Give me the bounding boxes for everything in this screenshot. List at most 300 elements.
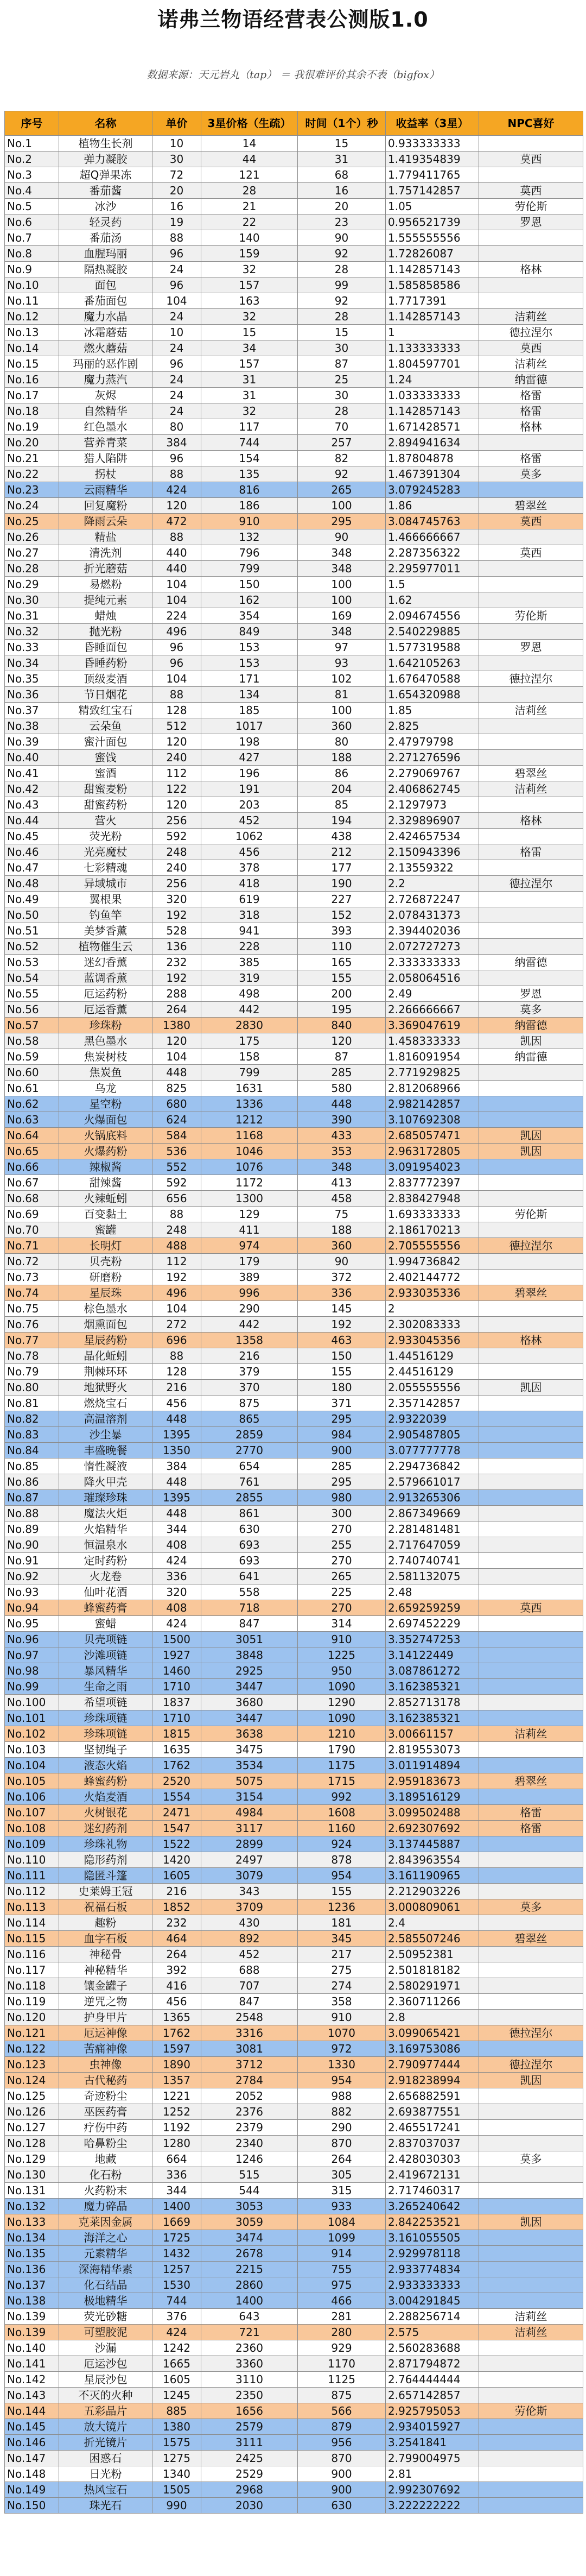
table-row[interactable] <box>5 1002 583 1018</box>
cell-id: No.78 <box>5 1348 59 1364</box>
cell-3star-price: 319 <box>201 970 298 986</box>
table-row[interactable] <box>5 183 583 199</box>
cell-time: 28 <box>298 262 386 277</box>
table-row[interactable] <box>5 1742 583 1758</box>
cell-id: No.147 <box>5 2451 59 2466</box>
table-row[interactable] <box>5 1663 583 1679</box>
cell-3star-price: 1631 <box>201 1081 298 1096</box>
table-row[interactable] <box>5 1836 583 1852</box>
cell-yield: 2.13559322 <box>386 860 479 876</box>
table-row[interactable] <box>5 2041 583 2057</box>
cell-npc <box>479 923 583 939</box>
table-row[interactable] <box>5 750 583 766</box>
table-row[interactable] <box>5 2073 583 2088</box>
table-row[interactable] <box>5 1647 583 1663</box>
cell-yield: 2.693877551 <box>386 2104 479 2120</box>
table-row[interactable] <box>5 2214 583 2230</box>
table-row[interactable] <box>5 1380 583 1396</box>
table-row[interactable] <box>5 1726 583 1742</box>
table-row[interactable] <box>5 2104 583 2120</box>
cell-3star-price: 2340 <box>201 2136 298 2151</box>
table-row[interactable] <box>5 2451 583 2466</box>
cell-3star-price: 974 <box>201 1238 298 1254</box>
table-row[interactable] <box>5 2372 583 2388</box>
table-row[interactable] <box>5 1584 583 1600</box>
cell-time: 1330 <box>298 2057 386 2073</box>
table-row[interactable] <box>5 1112 583 1128</box>
table-row[interactable] <box>5 1805 583 1821</box>
cell-npc <box>479 1884 583 1899</box>
table-row[interactable] <box>5 718 583 734</box>
cell-3star-price: 163 <box>201 293 298 309</box>
table-row[interactable] <box>5 655 583 671</box>
cell-name: 神秘骨 <box>59 1947 152 1962</box>
cell-price: 112 <box>152 766 201 781</box>
cell-npc <box>479 892 583 907</box>
cell-id: No.89 <box>5 1521 59 1537</box>
cell-yield: 1.585858586 <box>386 277 479 293</box>
cell-time: 348 <box>298 561 386 577</box>
cell-yield: 2.8 <box>386 2010 479 2025</box>
cell-yield: 3.00661157 <box>386 1726 479 1742</box>
table-row[interactable] <box>5 1443 583 1459</box>
table-row[interactable] <box>5 1600 583 1616</box>
table-row[interactable] <box>5 277 583 293</box>
table-row[interactable] <box>5 1396 583 1411</box>
cell-name: 沙滩项链 <box>59 1647 152 1663</box>
cell-name: 蜂蜜药粉 <box>59 1773 152 1789</box>
cell-3star-price: 2968 <box>201 2482 298 2498</box>
cell-npc <box>479 277 583 293</box>
table-row[interactable] <box>5 687 583 703</box>
cell-npc: 莫西 <box>479 545 583 561</box>
table-row[interactable] <box>5 1175 583 1191</box>
cell-price: 1275 <box>152 2451 201 2466</box>
cell-yield: 2.843963554 <box>386 1852 479 1868</box>
cell-yield: 2.1297973 <box>386 797 479 813</box>
cell-3star-price: 2830 <box>201 1018 298 1033</box>
cell-yield: 2.50952381 <box>386 1947 479 1962</box>
cell-yield: 2.186170213 <box>386 1222 479 1238</box>
cell-id: No.127 <box>5 2120 59 2136</box>
cell-price: 1420 <box>152 1852 201 1868</box>
table-row[interactable] <box>5 1474 583 1490</box>
table-row[interactable] <box>5 1081 583 1096</box>
cell-yield: 2.419672131 <box>386 2167 479 2183</box>
table-row[interactable] <box>5 1506 583 1521</box>
table-row[interactable] <box>5 860 583 876</box>
table-row[interactable] <box>5 2435 583 2451</box>
cell-price: 96 <box>152 655 201 671</box>
cell-3star-price: 129 <box>201 1207 298 1222</box>
cell-name: 云雨精华 <box>59 482 152 498</box>
table-row[interactable] <box>5 2388 583 2403</box>
table-row[interactable] <box>5 545 583 561</box>
cell-3star-price: 318 <box>201 907 298 923</box>
cell-yield: 3.137445887 <box>386 1836 479 1852</box>
cell-id: No.101 <box>5 1710 59 1726</box>
table-row[interactable] <box>5 2498 583 2514</box>
cell-name: 火药粉末 <box>59 2183 152 2199</box>
cell-id: No.110 <box>5 1852 59 1868</box>
col-header-3star-price[interactable]: 3星价格（生疏） <box>201 111 298 136</box>
table-row[interactable] <box>5 482 583 498</box>
cell-3star-price: 154 <box>201 451 298 466</box>
table-row[interactable] <box>5 2167 583 2183</box>
col-header-yield[interactable]: 收益率（3星） <box>386 111 479 136</box>
cell-time: 875 <box>298 2388 386 2403</box>
table-row[interactable] <box>5 230 583 246</box>
table-row[interactable] <box>5 892 583 907</box>
table-row[interactable] <box>5 1947 583 1962</box>
cell-time: 1608 <box>298 1805 386 1821</box>
cell-price: 256 <box>152 876 201 892</box>
col-header-id[interactable]: 序号 <box>5 111 59 136</box>
table-row[interactable] <box>5 1096 583 1112</box>
table-row[interactable] <box>5 2183 583 2199</box>
table-row[interactable] <box>5 2136 583 2151</box>
cell-price: 256 <box>152 813 201 829</box>
table-row[interactable] <box>5 561 583 577</box>
table-row[interactable] <box>5 1033 583 1049</box>
cell-time: 900 <box>298 2482 386 2498</box>
cell-price: 20 <box>152 183 201 199</box>
table-row[interactable] <box>5 2199 583 2214</box>
cell-yield: 2.294736842 <box>386 1459 479 1474</box>
cell-id: No.62 <box>5 1096 59 1112</box>
cell-yield: 1.62 <box>386 592 479 608</box>
table-row[interactable] <box>5 293 583 309</box>
cell-npc <box>479 1348 583 1364</box>
cell-yield: 2.2 <box>386 876 479 892</box>
cell-time: 270 <box>298 1600 386 1616</box>
table-row[interactable] <box>5 1018 583 1033</box>
table-row[interactable] <box>5 1364 583 1380</box>
table-row[interactable] <box>5 1632 583 1647</box>
table-row[interactable] <box>5 2482 583 2498</box>
table-row[interactable] <box>5 1821 583 1836</box>
cell-price: 1192 <box>152 2120 201 2136</box>
cell-name: 魔法火炬 <box>59 1506 152 1521</box>
cell-id: No.53 <box>5 955 59 970</box>
cell-3star-price: 191 <box>201 781 298 797</box>
table-row[interactable] <box>5 970 583 986</box>
table-row[interactable] <box>5 136 583 151</box>
table-row[interactable] <box>5 1884 583 1899</box>
table-row[interactable] <box>5 1616 583 1632</box>
table-row[interactable] <box>5 1144 583 1159</box>
table-row[interactable] <box>5 1191 583 1207</box>
cell-price: 1710 <box>152 1679 201 1695</box>
cell-price: 1762 <box>152 2025 201 2041</box>
table-row[interactable] <box>5 1285 583 1301</box>
cell-yield: 1.133333333 <box>386 340 479 356</box>
cell-id: No.15 <box>5 356 59 372</box>
table-row[interactable] <box>5 939 583 955</box>
cell-id: No.9 <box>5 262 59 277</box>
table-row[interactable] <box>5 2057 583 2073</box>
table-row[interactable] <box>5 2277 583 2293</box>
table-row[interactable] <box>5 1333 583 1348</box>
cell-time: 390 <box>298 1112 386 1128</box>
table-row[interactable] <box>5 1915 583 1931</box>
table-row[interactable] <box>5 1270 583 1285</box>
table-row[interactable] <box>5 876 583 892</box>
cell-npc <box>479 718 583 734</box>
cell-price: 104 <box>152 1301 201 1317</box>
col-header-npc[interactable]: NPC喜好 <box>479 111 583 136</box>
table-row[interactable] <box>5 1710 583 1726</box>
table-row[interactable] <box>5 2088 583 2104</box>
cell-time: 315 <box>298 2183 386 2199</box>
cell-npc <box>479 1270 583 1285</box>
table-row[interactable] <box>5 514 583 529</box>
table-row[interactable] <box>5 844 583 860</box>
cell-name: 液态火焰 <box>59 1758 152 1773</box>
table-row[interactable] <box>5 1411 583 1427</box>
table-row[interactable] <box>5 766 583 781</box>
cell-yield: 0.956521739 <box>386 214 479 230</box>
cell-yield: 1.642105263 <box>386 655 479 671</box>
table-row[interactable] <box>5 403 583 419</box>
table-row[interactable] <box>5 2466 583 2482</box>
table-row[interactable] <box>5 262 583 277</box>
cell-name: 厄运沙包 <box>59 2356 152 2372</box>
table-row[interactable] <box>5 1758 583 1773</box>
cell-price: 424 <box>152 1553 201 1569</box>
table-row[interactable] <box>5 1931 583 1947</box>
cell-3star-price: 31 <box>201 372 298 388</box>
table-row[interactable] <box>5 1537 583 1553</box>
table-row[interactable] <box>5 1254 583 1270</box>
cell-id: No.141 <box>5 2356 59 2372</box>
table-row[interactable] <box>5 199 583 214</box>
cell-price: 472 <box>152 514 201 529</box>
cell-id: No.138 <box>5 2293 59 2309</box>
table-row[interactable] <box>5 907 583 923</box>
table-row[interactable] <box>5 372 583 388</box>
cell-price: 1395 <box>152 1427 201 1443</box>
table-row[interactable] <box>5 309 583 325</box>
table-row[interactable] <box>5 1301 583 1317</box>
cell-time: 348 <box>298 624 386 640</box>
cell-3star-price: 32 <box>201 262 298 277</box>
table-row[interactable] <box>5 388 583 403</box>
table-row[interactable] <box>5 986 583 1002</box>
table-row[interactable] <box>5 797 583 813</box>
cell-price: 344 <box>152 2183 201 2199</box>
cell-price: 72 <box>152 167 201 183</box>
table-row[interactable] <box>5 1773 583 1789</box>
table-row[interactable] <box>5 781 583 797</box>
table-row[interactable] <box>5 1679 583 1695</box>
table-row[interactable] <box>5 167 583 183</box>
table-row[interactable] <box>5 419 583 435</box>
cell-npc <box>479 1427 583 1443</box>
cell-price: 120 <box>152 797 201 813</box>
table-row[interactable] <box>5 2025 583 2041</box>
table-body <box>5 136 583 2514</box>
table-row[interactable] <box>5 1899 583 1915</box>
cell-id: No.20 <box>5 435 59 451</box>
table-row[interactable] <box>5 466 583 482</box>
cell-id: No.10 <box>5 277 59 293</box>
table-row[interactable] <box>5 1994 583 2010</box>
cell-yield: 2.933774834 <box>386 2262 479 2277</box>
table-row[interactable] <box>5 2419 583 2435</box>
table-row[interactable] <box>5 1207 583 1222</box>
table-row[interactable] <box>5 671 583 687</box>
cell-id: No.57 <box>5 1018 59 1033</box>
table-row[interactable] <box>5 2262 583 2277</box>
table-row[interactable] <box>5 923 583 939</box>
cell-3star-price: 32 <box>201 309 298 325</box>
table-row[interactable] <box>5 1695 583 1710</box>
table-row[interactable] <box>5 2356 583 2372</box>
table-row[interactable] <box>5 2010 583 2025</box>
cell-time: 165 <box>298 955 386 970</box>
cell-price: 2471 <box>152 1805 201 1821</box>
cell-time: 90 <box>298 230 386 246</box>
table-row[interactable] <box>5 1065 583 1081</box>
cell-time: 274 <box>298 1978 386 1994</box>
table-row[interactable] <box>5 640 583 655</box>
cell-yield: 3.161055505 <box>386 2230 479 2246</box>
table-row[interactable] <box>5 1128 583 1144</box>
col-header-price[interactable]: 单价 <box>152 111 201 136</box>
cell-yield: 2.4 <box>386 1915 479 1931</box>
table-row[interactable] <box>5 1348 583 1364</box>
table-row[interactable] <box>5 2293 583 2309</box>
col-header-name[interactable]: 名称 <box>59 111 152 136</box>
table-row[interactable] <box>5 1569 583 1584</box>
cell-id: No.58 <box>5 1033 59 1049</box>
cell-name: 魔力碎晶 <box>59 2199 152 2214</box>
table-row[interactable] <box>5 813 583 829</box>
cell-price: 232 <box>152 1915 201 1931</box>
cell-3star-price: 34 <box>201 340 298 356</box>
table-row[interactable] <box>5 2230 583 2246</box>
cell-npc <box>479 1317 583 1333</box>
table-row[interactable] <box>5 498 583 514</box>
table-row[interactable] <box>5 703 583 718</box>
cell-npc: 德拉涅尔 <box>479 2057 583 2073</box>
table-row[interactable] <box>5 325 583 340</box>
table-row[interactable] <box>5 1521 583 1537</box>
cell-time: 281 <box>298 2309 386 2325</box>
cell-3star-price: 171 <box>201 671 298 687</box>
cell-price: 24 <box>152 309 201 325</box>
cell-id: No.97 <box>5 1647 59 1663</box>
table-row[interactable] <box>5 435 583 451</box>
table-row[interactable] <box>5 624 583 640</box>
table-row[interactable] <box>5 1427 583 1443</box>
table-row[interactable] <box>5 340 583 356</box>
table-row[interactable] <box>5 246 583 262</box>
table-row[interactable] <box>5 955 583 970</box>
table-row[interactable] <box>5 1317 583 1333</box>
table-row[interactable] <box>5 1962 583 1978</box>
cell-npc: 莫西 <box>479 514 583 529</box>
cell-npc <box>479 1758 583 1773</box>
cell-npc <box>479 860 583 876</box>
table-row[interactable] <box>5 1852 583 1868</box>
cell-price: 424 <box>152 482 201 498</box>
cell-yield: 3.099065421 <box>386 2025 479 2041</box>
table-row[interactable] <box>5 1978 583 1994</box>
table-row[interactable] <box>5 592 583 608</box>
table-row[interactable] <box>5 608 583 624</box>
table-row[interactable] <box>5 577 583 592</box>
table-row[interactable] <box>5 1789 583 1805</box>
table-row[interactable] <box>5 1049 583 1065</box>
table-row[interactable] <box>5 1222 583 1238</box>
table-row[interactable] <box>5 829 583 844</box>
cell-3star-price: 3117 <box>201 1821 298 1836</box>
cell-price: 448 <box>152 1065 201 1081</box>
table-row[interactable] <box>5 2151 583 2167</box>
cell-price: 1530 <box>152 2277 201 2293</box>
col-header-time[interactable]: 时间（1个）秒 <box>298 111 386 136</box>
table-row[interactable] <box>5 734 583 750</box>
table-row[interactable] <box>5 2246 583 2262</box>
table-row[interactable] <box>5 1159 583 1175</box>
table-row[interactable] <box>5 2309 583 2325</box>
table-row[interactable] <box>5 2403 583 2419</box>
cell-yield: 2.705555556 <box>386 1238 479 1254</box>
table-row[interactable] <box>5 2325 583 2340</box>
table-row[interactable] <box>5 1238 583 1254</box>
cell-time: 200 <box>298 986 386 1002</box>
table-row[interactable] <box>5 214 583 230</box>
cell-3star-price: 14 <box>201 136 298 151</box>
cell-3star-price: 3053 <box>201 2199 298 2214</box>
cell-id: No.113 <box>5 1899 59 1915</box>
cell-id: No.106 <box>5 1789 59 1805</box>
table-row[interactable] <box>5 356 583 372</box>
cell-time: 290 <box>298 2120 386 2136</box>
cell-price: 1575 <box>152 2435 201 2451</box>
cell-name: 抛光粉 <box>59 624 152 640</box>
table-row[interactable] <box>5 1459 583 1474</box>
table-row[interactable] <box>5 151 583 167</box>
table-row[interactable] <box>5 1553 583 1569</box>
cell-time: 280 <box>298 2325 386 2340</box>
table-row[interactable] <box>5 1868 583 1884</box>
cell-id: No.14 <box>5 340 59 356</box>
cell-3star-price: 1400 <box>201 2293 298 2309</box>
table-row[interactable] <box>5 1490 583 1506</box>
cell-yield: 2.302083333 <box>386 1317 479 1333</box>
table-row[interactable] <box>5 2340 583 2356</box>
cell-3star-price: 157 <box>201 356 298 372</box>
cell-name: 番茄酱 <box>59 183 152 199</box>
cell-yield: 3.107692308 <box>386 1112 479 1128</box>
cell-time: 914 <box>298 2246 386 2262</box>
cell-id: No.40 <box>5 750 59 766</box>
cell-id: No.29 <box>5 577 59 592</box>
table-row[interactable] <box>5 2120 583 2136</box>
table-row[interactable] <box>5 451 583 466</box>
cell-id: No.51 <box>5 923 59 939</box>
cell-id: No.60 <box>5 1065 59 1081</box>
cell-yield: 2.656882591 <box>386 2088 479 2104</box>
cell-yield: 2.933045356 <box>386 1333 479 1348</box>
table-row[interactable] <box>5 529 583 545</box>
cell-3star-price: 1076 <box>201 1159 298 1175</box>
cell-3star-price: 796 <box>201 545 298 561</box>
cell-name: 地狱野火 <box>59 1380 152 1396</box>
